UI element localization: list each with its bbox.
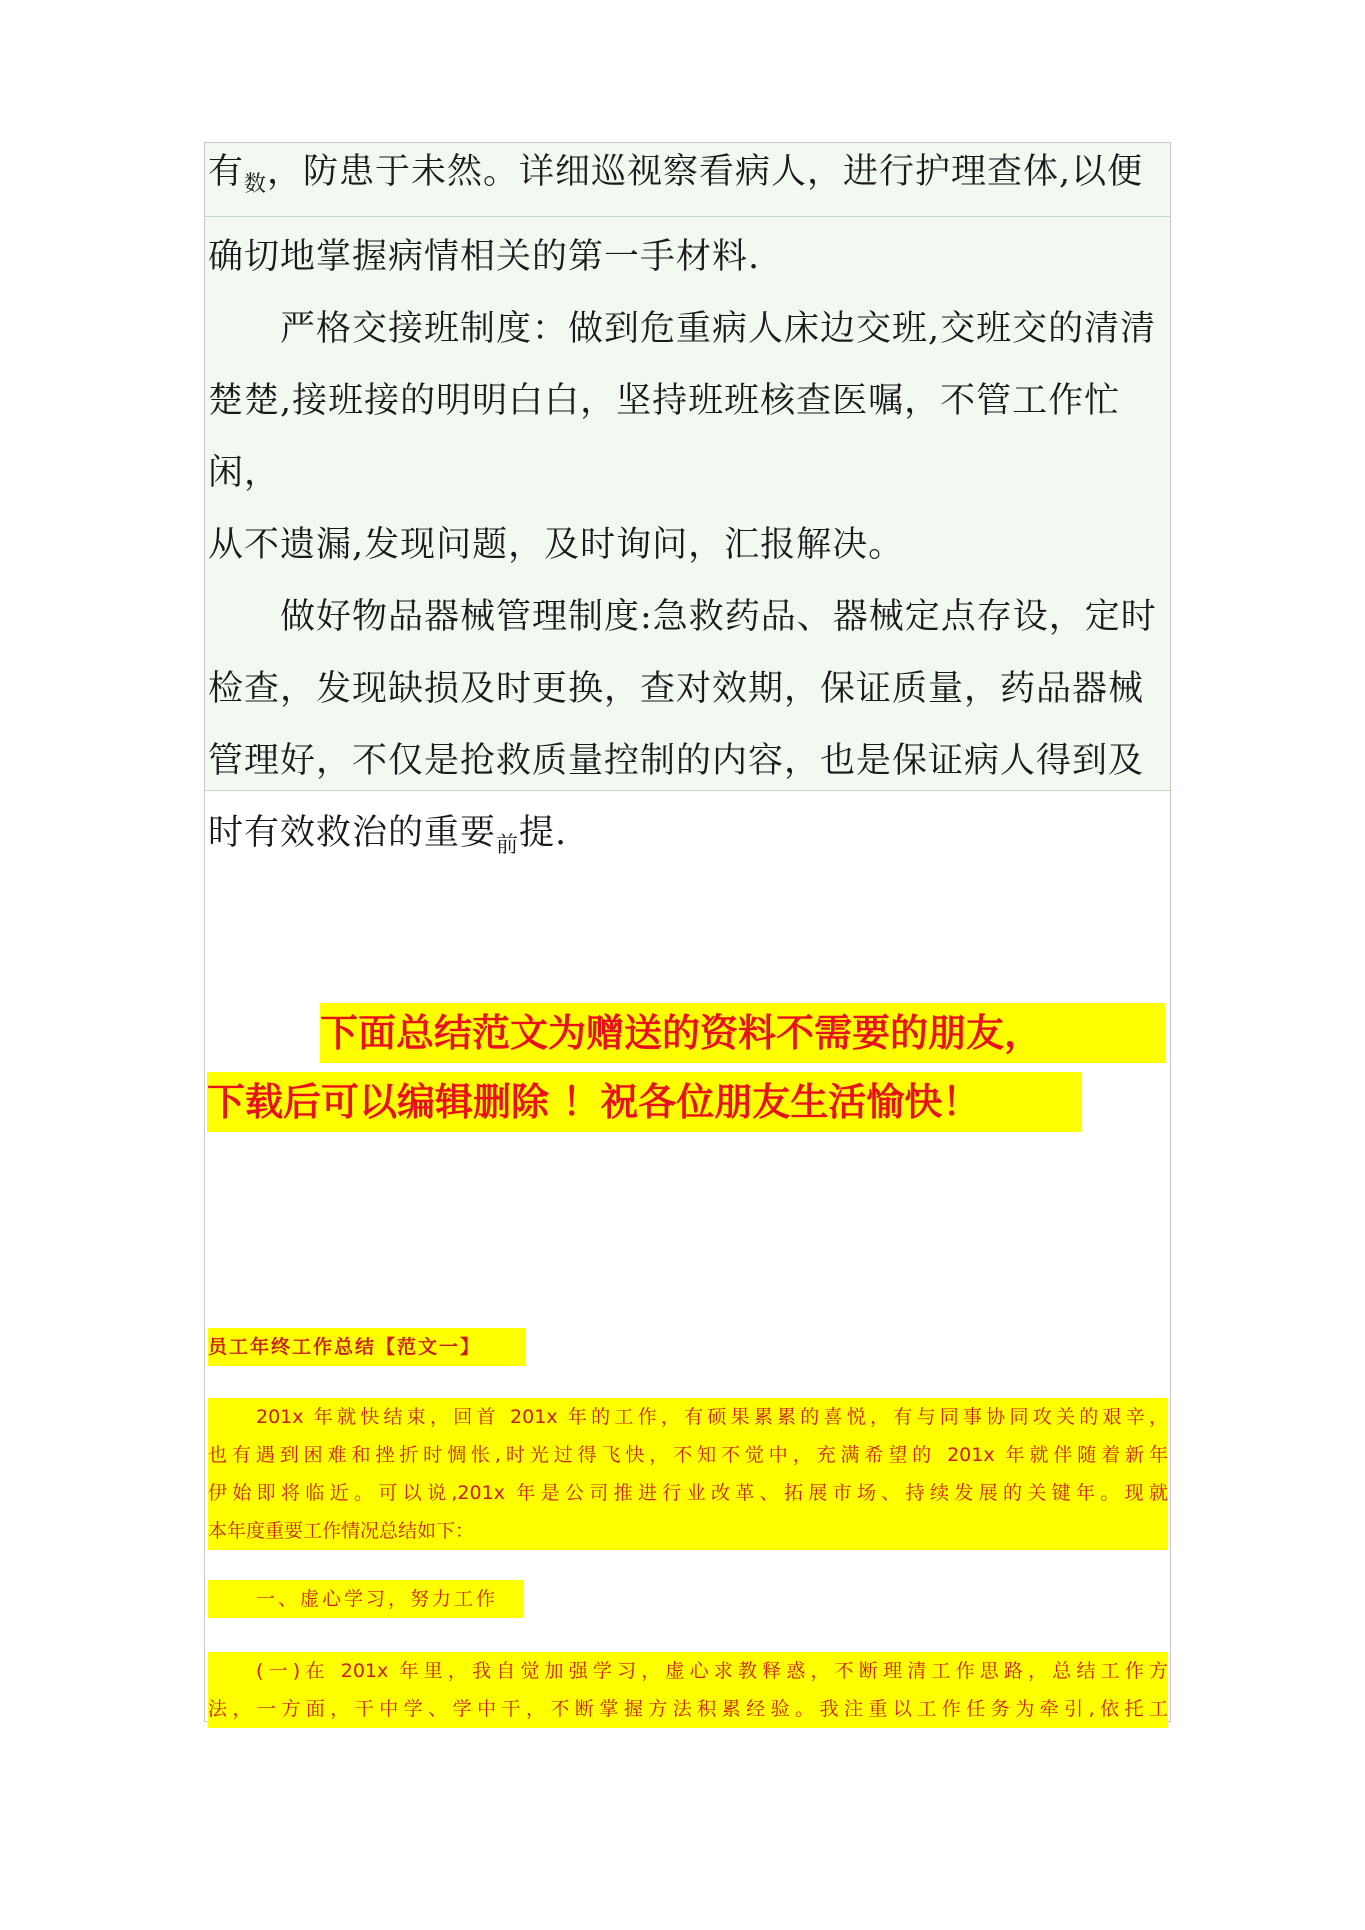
text-line: 本年度重要工作情况总结如下： xyxy=(208,1520,475,1542)
text-line: 检查，发现缺损及时更换，查对效期，保证质量，药品器械 xyxy=(208,669,1145,709)
sample-paragraph-2 xyxy=(208,1652,1168,1728)
sample-title-row xyxy=(208,1328,1168,1366)
text-line: 严格交接班制度：做到危重病人床边交班,交班交的清清 xyxy=(280,309,1157,349)
text-line: 确切地掌握病情相关的第一手材料. xyxy=(208,237,761,277)
text-line: 有$_数$，防患于未然。详细巡视察看病人，进行护理查体,以便 xyxy=(208,152,1144,197)
text-line: 管理好，不仅是抢救质量控制的内容，也是保证病人得到及 xyxy=(208,741,1145,781)
section-heading: 一、虚心学习，努力工作 xyxy=(208,1580,524,1618)
text-line: 也有遇到困难和挫折时惆怅,时光过得飞快，不知不觉中，充满希望的 201x 年就伴随着新年 xyxy=(208,1444,1168,1466)
sample-section-heading-row xyxy=(208,1580,1168,1618)
text-line: 法，一方面，干中学、学中干，不断掌握方法积累经验。我注重以工作任务为牵引,依托工 xyxy=(208,1698,1168,1720)
text-line: 201x 年就快结束，回首 201x 年的工作，有硕果累累的喜悦，有与同事协同攻关的艰辛， xyxy=(256,1406,1168,1428)
text-line: 伊始即将临近。可以说,201x 年是公司推进行业改革、拓展市场、持续发展的关键年。现就 xyxy=(208,1482,1168,1504)
text-line: 时有效救治的重要$_前$提. xyxy=(208,813,568,858)
text-line: 做好物品器械管理制度:急救药品、器械定点存设，定时 xyxy=(280,597,1157,637)
text-line: (一)在 201x 年里，我自觉加强学习，虚心求教释惑，不断理清工作思路，总结工作方 xyxy=(256,1660,1168,1682)
nursing-text-block xyxy=(208,136,1168,882)
promo-banner-line2: 下载后可以编辑删除 ！祝各位朋友生活愉快！ xyxy=(207,1072,1082,1132)
text-line: 从不遗漏,发现问题，及时询问，汇报解决。 xyxy=(208,525,905,565)
sample-paragraph-1 xyxy=(208,1398,1168,1550)
text-line: 楚楚,接班接的明明白白，坚持班班核查医嘱，不管工作忙闲， xyxy=(208,381,1121,493)
sample-title: 员工年终工作总结【范文一】 xyxy=(208,1328,526,1366)
promo-banner-line1: 下面总结范文为赠送的资料不需要的朋友， xyxy=(320,1003,1165,1063)
